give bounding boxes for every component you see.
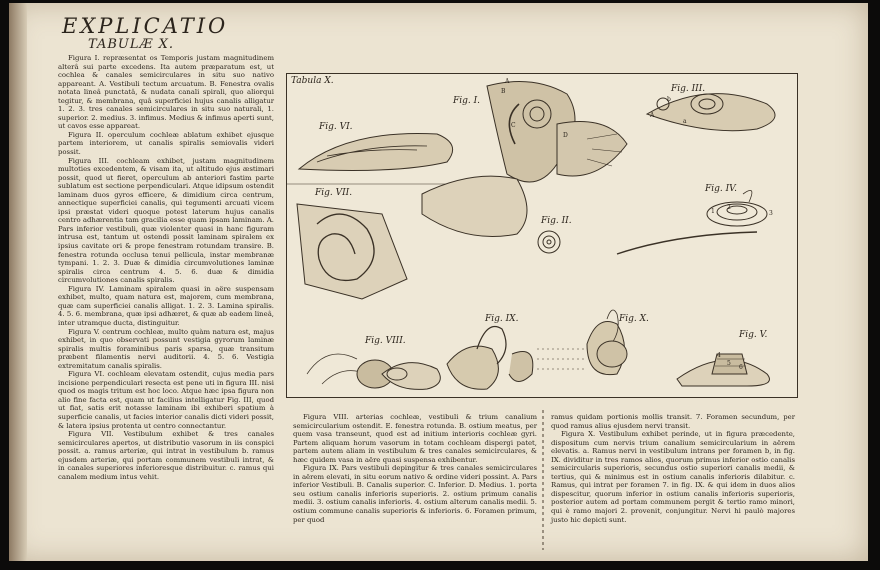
left-text-column [58, 54, 274, 481]
label-fig-10: Fig. X. [619, 314, 649, 324]
paragraph-fig-7: Figura VII. Vestibulum exhibet & tres canales semicirculares apertos, ut distributio vasorum in iis conspici possit. a. ramus arteriæ, qui intrat in vestibulum b. ramus ejusdem arteriæ, qui portam communem vestibuli intrat, & in canales superiores inferioresque distribuitur. c. ramus qui canalem medium intus vehit. [58, 430, 274, 481]
numeral-2: 2 [727, 204, 731, 211]
label-fig-4: Fig. IV. [705, 184, 737, 194]
page-title: EXPLICATIO [62, 14, 229, 38]
numeral-6: 6 [739, 364, 743, 371]
numeral-4: 4 [717, 352, 721, 359]
label-fig-6: Fig. VI. [319, 122, 353, 132]
letter-b: B [501, 88, 506, 95]
paragraph-fig-6: Figura VI. cochleam elevatam ostendit, cujus media pars incisione perpendiculari resecta est pene uti in figura III. nisi quod os magis tritum est hoc loco. Atque hæc ipsa figura non alio fine facta est, quam ut facilius intelligatur Fig. III, quod ut fiat, satis erit notasse laminam ibi exhiberi spatium à superficie canalis, ut facies interior canalis dicti videri possit, & latera ipsius protenta ut centro connectantur. [58, 370, 274, 430]
label-fig-8: Fig. VIII. [365, 336, 406, 346]
label-fig-2: Fig. II. [541, 216, 572, 226]
paragraph-fig-5: Figura V. centrum cochleæ, multo quàm natura est, majus exhibet, in quo observati possunt vestigia gyrorum laminæ spiralis multis foraminibus paris sparsa, quæ transitum præbent filamentis nervi auditorii. 4. 5. 6. Vestigia extremitatum canalis spiralis. [58, 327, 274, 370]
engraved-plate [286, 73, 798, 398]
binding-spine [9, 3, 27, 561]
plate-caption: Tabula X. [291, 76, 334, 86]
right-text-column [551, 413, 795, 524]
column-ornament [541, 410, 545, 550]
letter-b-small: b [667, 96, 671, 103]
paragraph-fig-2: Figura II. operculum cochleæ ablatum exhibet ejusque partem interiorem, ut canalis spiralis semiovalis videri possit. [58, 130, 274, 157]
letter-a-fig3: A [650, 112, 655, 119]
middle-text-column [293, 413, 537, 524]
label-fig-7: Fig. VII. [315, 188, 353, 198]
paragraph-fig-10: Figura X. Vestibulum exhibet perinde, ut in figura præcedente, dispositum cum nervis trium canalium semicircularium in aërem elevatis. a. Ramus nervi in vestibulum intrans per foramen b, in fig. IX. dividitur in tres ramos alios, quorum primus inferior ostio canalis semicircularis superioris, secundus ostio superiori canalis medii, & tertius, qui & minimus est in ostium canalis inferioris dilabitur. c. Ramus, qui intrat per foramen 7. in fig. IX. & qui idem in duos alios dispescitur, quorum inferior in ostium canalis inferioris superioris, posterior autem ad portam communem pergit & tertio ramo minori, qui è ramo majori 2. provenit, conjungitur. Nervi hi paulò majores justo hic depicti sunt. [551, 430, 795, 524]
plate-drawings [287, 74, 797, 397]
label-fig-3: Fig. III. [671, 84, 706, 94]
page-subtitle: TABULÆ X. [88, 37, 175, 52]
letter-d: D [563, 132, 568, 139]
label-fig-5: Fig. V. [739, 330, 768, 340]
paragraph-fig-8: Figura VIII. arterias cochleæ, vestibuli & trium canalium semicircularium ostendit. E. fenestra rotunda. B. ostium meatus, per quem vasa transeunt, quod est ad initium interioris cochleæ gyri. Partem aliquam horum vasorum in totam cochleam dispergi patet, partem autem aliam in vestibulum & tres canales semicirculares, & hæc quidem vasa in aëre quasi suspensa exhibentur. [293, 413, 537, 464]
paragraph-fig-4: Figura IV. Laminam spiralem quasi in aëre suspensam exhibet, multo, quam natura est, majorem, cum membrana, quæ cam superficiei canalis alligat. 1. 2. 3. Lamina spiralis. 4. 5. 6. membrana, quæ ipsi adhæret, & quæ ab eadem lineâ, inter utramque ducta, distinguitur. [58, 284, 274, 327]
paragraph-fig-1: Figura I. repræsentat os Temporis justam magnitudinem alterâ sui parte excedens. Ita autem præparatum est, ut cochlea & canales semicirculares in situ suo nativo appareant. A. Vestibuli tectum arcuatum. B. Fenestra ovalis notata lineâ punctatâ, & nudata canali spirali, quo aliorqui tegitur, & membrana, quâ superficiei hujus canalis alligatur 1. 2. 3. tres canales semicirculares in situ suo naturali, 1. superior. 2. medius. 3. infimus. Medius & infimus aperti sunt, ut cavos esse appareat. [58, 54, 274, 131]
paragraph-fig-9: Figura IX. Pars vestibuli depingitur & tres canales semicirculares in aërem elevati, in situ eorum nativo & ordine videri possint. A. Pars inferior Vestibuli. B. Canalis superior. C. Inferior. D. Medius. 1. porta seu ostium canalis inferioris superioris. 2. ostium primum canalis medii. 3. ostium canalis inferioris. 4. ostium alterum canalis medii. 5. ostium commune canalis superioris & inferioris. 6. Foramen primum, per quod [293, 464, 537, 524]
numeral-3: 3 [769, 210, 773, 217]
letter-a: A [505, 78, 510, 85]
letter-a-small: a [683, 118, 687, 125]
numeral-5: 5 [727, 360, 731, 367]
paragraph-fig-3: Figura III. cochleam exhibet, justam magnitudinem multoties excedentem, & visam ita, ut altitudo ejus æstimari possit, quod ut fieret, operculum ab anteriori fastim parte sublatum est sectione perpendiculari. Atque idipsum ostendit laminam duos gyros efficere, & dimidium circa centrum, annectique superficiei canalis, qui tegumenti arcuati vicem ipsi præstat videri quoque potest laterum hujus canalis centro adhærentia tam gracilia esse quam ipsam laminam. A. Pars inferior vestibuli, quæ violenter quasi in hanc figuram intrusa est, tantum ut ostendi possit laminam spiralem ex ipsius cavitate ori & prope fenestram rotundam transire. B. fenestra rotunda occlusa tenui pellicula, instar membranæ tympani. 1. 2. 3. Duæ & dimidia circumvolutiones laminæ spiralis circa centrum 4. 5. 6. duæ & dimidia circumvolutiones canalis spiralis. [58, 156, 274, 285]
label-fig-1: Fig. I. [453, 96, 481, 106]
letter-c: C [511, 122, 516, 129]
paragraph-fig-9-continued: ramus quidam portionis mollis transit. 7. Foramen secundum, per quod ramus alius ejusdem nervi transit. [551, 413, 795, 430]
label-fig-9: Fig. IX. [485, 314, 519, 324]
numeral-1: 1 [711, 208, 715, 215]
